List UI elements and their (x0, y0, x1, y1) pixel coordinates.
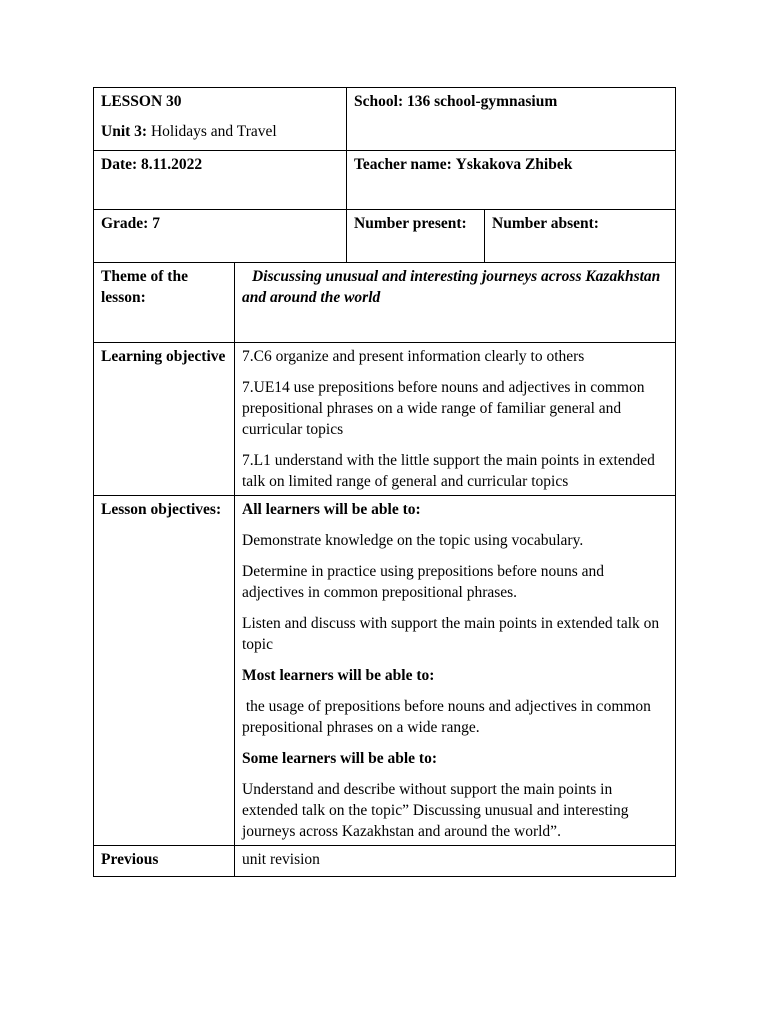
all-learners-item: Listen and discuss with support the main points in extended talk on topic (242, 615, 660, 653)
cell-previous-value (235, 846, 676, 877)
lesson-plan-table (93, 87, 676, 877)
teacher-value: Yskakova Zhibek (455, 156, 573, 173)
some-learners-item: Understand and describe without support the main points in extended talk on the topic” Discussing unusual and interesting journeys across Kazakhstan and around the world”. (242, 781, 629, 840)
most-learners-heading: Most learners will be able to: (242, 667, 435, 684)
unit-label: Unit 3: (101, 123, 148, 140)
number-present-label: Number present: (354, 215, 467, 232)
cell-lesson-objectives-items (235, 496, 676, 846)
lesson-objectives-label: Lesson objectives: (101, 501, 222, 518)
row-theme (94, 263, 676, 343)
cell-learning-objective-items (235, 343, 676, 496)
unit-name: Holidays and Travel (150, 123, 277, 140)
grade-value: 7 (152, 215, 160, 232)
cell-lesson-objectives-label (94, 496, 235, 846)
learning-objective-label: Learning objective (101, 348, 226, 365)
previous-value: unit revision (242, 851, 320, 868)
theme-value: Discussing unusual and interesting journeys across Kazakhstan and around the world (242, 268, 661, 306)
learning-objective-item: 7.L1 understand with the little support the main points in extended talk on limited range of general and curricular topics (242, 452, 655, 490)
cell-number-absent (485, 210, 676, 263)
lesson-number: LESSON 30 (101, 93, 182, 110)
cell-learning-objective-label (94, 343, 235, 496)
row-date (94, 151, 676, 210)
theme-label: Theme of the lesson: (101, 268, 188, 306)
row-previous (94, 846, 676, 877)
cell-grade (94, 210, 347, 263)
grade-label: Grade: (101, 215, 149, 232)
cell-lesson (94, 88, 347, 151)
date-label: Date: (101, 156, 138, 173)
row-lesson-objectives (94, 496, 676, 846)
row-grade (94, 210, 676, 263)
learning-objective-item: 7.UE14 use prepositions before nouns and adjectives in common prepositional phrases on a wide range of familiar general and curricular topics (242, 379, 645, 438)
date-value: 8.11.2022 (141, 156, 203, 173)
learning-objective-item: 7.C6 organize and present information clearly to others (242, 348, 585, 365)
school-label: School: (354, 93, 404, 110)
all-learners-item: Demonstrate knowledge on the topic using vocabulary. (242, 532, 584, 549)
previous-label: Previous (101, 851, 159, 868)
most-learners-item: the usage of prepositions before nouns and adjectives in common prepositional phrases on a wide range. (242, 698, 655, 736)
number-absent-label: Number absent: (492, 215, 599, 232)
row-lesson (94, 88, 676, 151)
teacher-label: Teacher name: (354, 156, 452, 173)
cell-previous-label (94, 846, 235, 877)
cell-theme-value (235, 263, 676, 343)
cell-teacher (347, 151, 676, 210)
cell-number-present (347, 210, 485, 263)
cell-school (347, 88, 676, 151)
school-value: 136 school-gymnasium (406, 93, 558, 110)
row-learning-objective (94, 343, 676, 496)
cell-date (94, 151, 347, 210)
cell-theme-label (94, 263, 235, 343)
all-learners-heading: All learners will be able to: (242, 501, 421, 518)
all-learners-item: Determine in practice using prepositions before nouns and adjectives in common prepositional phrases. (242, 563, 604, 601)
some-learners-heading: Some learners will be able to: (242, 750, 438, 767)
